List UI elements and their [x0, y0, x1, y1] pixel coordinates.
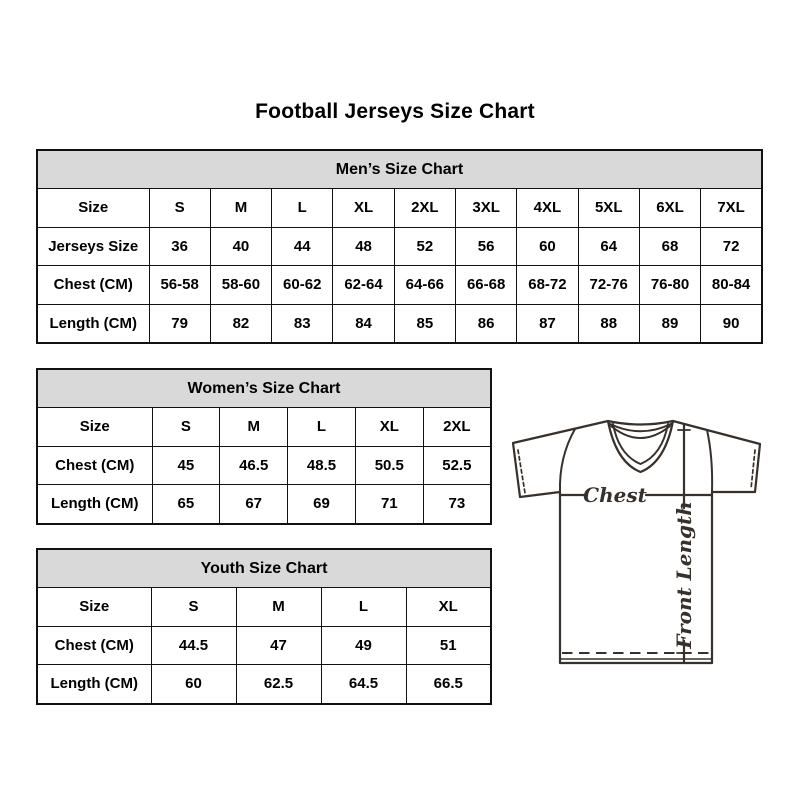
value-cell: 64-66 — [394, 266, 455, 305]
value-cell: 85 — [394, 304, 455, 343]
value-cell: 60-62 — [272, 266, 333, 305]
size-header-cell: 4XL — [517, 189, 578, 228]
value-cell: 64.5 — [321, 665, 406, 704]
value-cell: 46.5 — [220, 446, 288, 485]
armhole-seam-right — [707, 430, 712, 492]
row-label-cell: Chest (CM) — [37, 626, 151, 665]
value-cell: 44 — [272, 227, 333, 266]
table-row — [37, 266, 762, 305]
value-cell: 68-72 — [517, 266, 578, 305]
youth-size-table — [36, 548, 492, 705]
table-title: Youth Size Chart — [37, 549, 491, 588]
value-cell: 36 — [149, 227, 210, 266]
value-cell: 51 — [406, 626, 491, 665]
row-label-cell: Jerseys Size — [37, 227, 149, 266]
value-cell: 89 — [639, 304, 700, 343]
size-header-cell: L — [321, 588, 406, 627]
mens-size-table — [36, 149, 763, 344]
row-label-cell: Length (CM) — [37, 485, 152, 524]
row-label-cell: Size — [37, 588, 151, 627]
size-header-cell: 5XL — [578, 189, 639, 228]
value-cell: 48 — [333, 227, 394, 266]
value-cell: 50.5 — [355, 446, 423, 485]
youth-table — [36, 548, 492, 705]
row-label-cell: Chest (CM) — [37, 266, 149, 305]
value-cell: 76-80 — [639, 266, 700, 305]
value-cell: 73 — [423, 485, 491, 524]
value-cell: 49 — [321, 626, 406, 665]
size-header-cell: M — [236, 588, 321, 627]
size-header-cell: M — [220, 408, 288, 447]
armhole-seam-left — [560, 429, 575, 492]
front-length-label: Front Length — [672, 501, 696, 649]
value-cell: 64 — [578, 227, 639, 266]
value-cell: 47 — [236, 626, 321, 665]
value-cell: 86 — [455, 304, 516, 343]
table-row — [37, 626, 491, 665]
size-header-cell: 7XL — [701, 189, 762, 228]
value-cell: 60 — [151, 665, 236, 704]
value-cell: 67 — [220, 485, 288, 524]
row-label-cell: Length (CM) — [37, 304, 149, 343]
size-header-cell: XL — [406, 588, 491, 627]
value-cell: 68 — [639, 227, 700, 266]
value-cell: 90 — [701, 304, 762, 343]
size-header-cell: XL — [355, 408, 423, 447]
table-row — [37, 588, 491, 627]
size-header-cell: L — [272, 189, 333, 228]
value-cell: 65 — [152, 485, 220, 524]
row-label-cell: Length (CM) — [37, 665, 151, 704]
value-cell: 60 — [517, 227, 578, 266]
table-row — [37, 665, 491, 704]
chest-label: Chest — [583, 483, 647, 507]
vneck-inner-line — [613, 424, 668, 464]
value-cell: 62-64 — [333, 266, 394, 305]
table-row — [37, 227, 762, 266]
value-cell: 84 — [333, 304, 394, 343]
value-cell: 79 — [149, 304, 210, 343]
row-label-cell: Size — [37, 189, 149, 228]
table-title: Women’s Size Chart — [37, 369, 491, 408]
row-label-cell: Size — [37, 408, 152, 447]
size-header-cell: 3XL — [455, 189, 516, 228]
size-header-cell: 6XL — [639, 189, 700, 228]
value-cell: 52.5 — [423, 446, 491, 485]
table-title: Men’s Size Chart — [37, 150, 762, 189]
value-cell: 56-58 — [149, 266, 210, 305]
value-cell: 58-60 — [210, 266, 271, 305]
value-cell: 40 — [210, 227, 271, 266]
value-cell: 62.5 — [236, 665, 321, 704]
size-header-cell: S — [152, 408, 220, 447]
size-header-cell: S — [151, 588, 236, 627]
value-cell: 88 — [578, 304, 639, 343]
value-cell: 45 — [152, 446, 220, 485]
size-header-cell: M — [210, 189, 271, 228]
table-row — [37, 408, 491, 447]
mens-table — [36, 149, 763, 344]
value-cell: 72 — [701, 227, 762, 266]
table-header-band — [37, 369, 491, 408]
size-header-cell: S — [149, 189, 210, 228]
value-cell: 66.5 — [406, 665, 491, 704]
value-cell: 52 — [394, 227, 455, 266]
value-cell: 48.5 — [288, 446, 356, 485]
size-header-cell: XL — [333, 189, 394, 228]
value-cell: 44.5 — [151, 626, 236, 665]
value-cell: 69 — [288, 485, 356, 524]
value-cell: 56 — [455, 227, 516, 266]
size-header-cell: 2XL — [423, 408, 491, 447]
value-cell: 83 — [272, 304, 333, 343]
page-title: Football Jerseys Size Chart — [255, 100, 535, 123]
table-row — [37, 485, 491, 524]
womens-size-table — [36, 368, 492, 525]
womens-table — [36, 368, 492, 525]
table-header-band — [37, 549, 491, 588]
jersey-outline — [513, 421, 760, 663]
size-header-cell: 2XL — [394, 189, 455, 228]
value-cell: 80-84 — [701, 266, 762, 305]
row-label-cell: Chest (CM) — [37, 446, 152, 485]
value-cell: 66-68 — [455, 266, 516, 305]
size-header-cell: L — [288, 408, 356, 447]
value-cell: 72-76 — [578, 266, 639, 305]
table-row — [37, 446, 491, 485]
value-cell: 87 — [517, 304, 578, 343]
value-cell: 82 — [210, 304, 271, 343]
table-row — [37, 304, 762, 343]
sleeve-stitch-dashed-right — [751, 450, 755, 489]
value-cell: 71 — [355, 485, 423, 524]
table-header-band — [37, 150, 762, 189]
table-row — [37, 189, 762, 228]
jersey-measurement-diagram — [505, 405, 767, 665]
